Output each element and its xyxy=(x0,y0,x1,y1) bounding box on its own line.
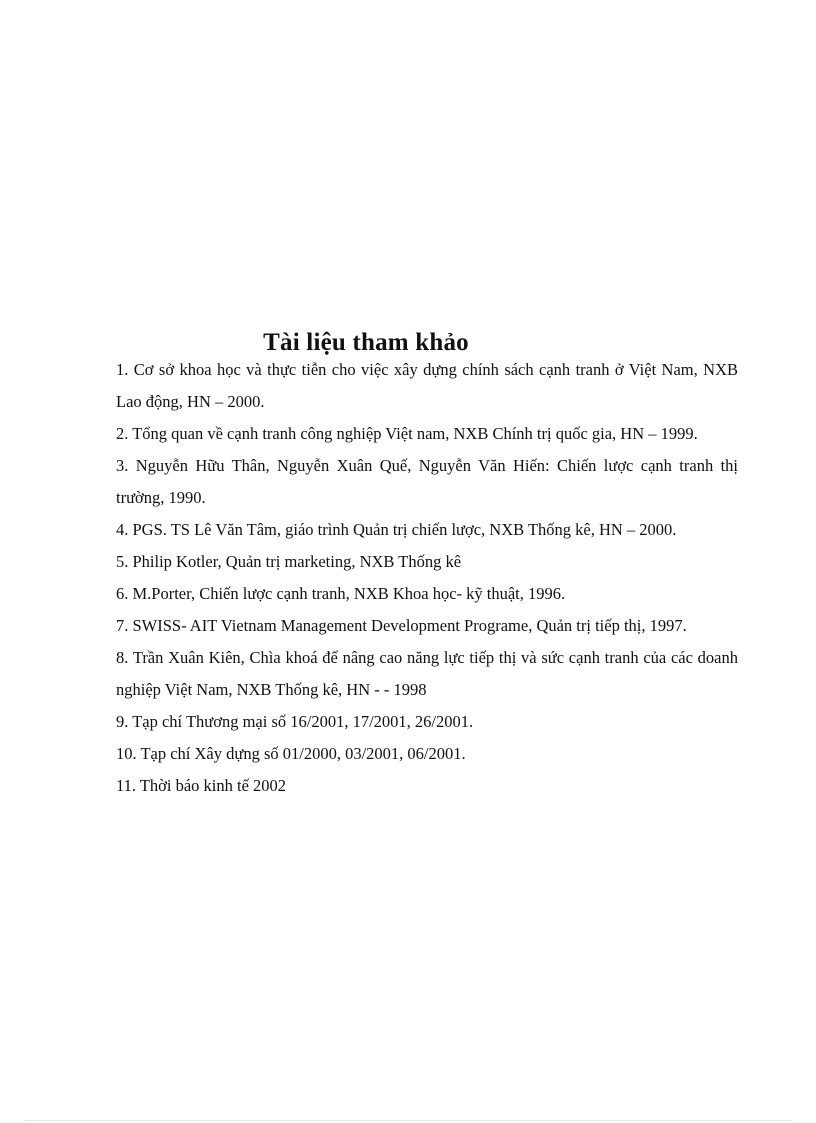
reference-item-11: 11. Thời báo kinh tế 2002 xyxy=(116,776,287,795)
reference-list xyxy=(116,354,738,802)
reference-item-3: 3. Nguyễn Hữu Thân, Nguyễn Xuân Quế, Nguyễn Văn Hiến: Chiến lược cạnh tranh thị trường, 1990. xyxy=(116,456,738,507)
reference-item-8: 8. Trần Xuân Kiên, Chìa khoá để nâng cao năng lực tiếp thị và sức cạnh tranh của các doanh nghiệp Việt Nam, NXB Thống kê, HN - - 1998 xyxy=(116,648,738,699)
reference-item-7: 7. SWISS- AIT Vietnam Management Development Programe, Quản trị tiếp thị, 1997. xyxy=(116,616,687,635)
reference-item-10: 10. Tạp chí Xây dựng số 01/2000, 03/2001, 06/2001. xyxy=(116,744,466,763)
reference-item-2: 2. Tổng quan về cạnh tranh công nghiệp Việt nam, NXB Chính trị quốc gia, HN – 1999. xyxy=(116,424,698,443)
reference-item-4: 4. PGS. TS Lê Văn Tâm, giáo trình Quản trị chiến lược, NXB Thống kê, HN – 2000. xyxy=(116,520,677,539)
reference-item-6: 6. M.Porter, Chiến lược cạnh tranh, NXB Khoa học- kỹ thuật, 1996. xyxy=(116,584,566,603)
page-title: Tài liệu tham khảo xyxy=(263,328,469,356)
page-bottom-divider xyxy=(24,1120,792,1121)
reference-item-5: 5. Philip Kotler, Quản trị marketing, NXB Thống kê xyxy=(116,552,462,571)
reference-item-1: 1. Cơ sở khoa học và thực tiễn cho việc xây dựng chính sách cạnh tranh ở Việt Nam, NXB Lao động, HN – 2000. xyxy=(116,360,738,411)
reference-item-9: 9. Tạp chí Thương mại số 16/2001, 17/2001, 26/2001. xyxy=(116,712,474,731)
